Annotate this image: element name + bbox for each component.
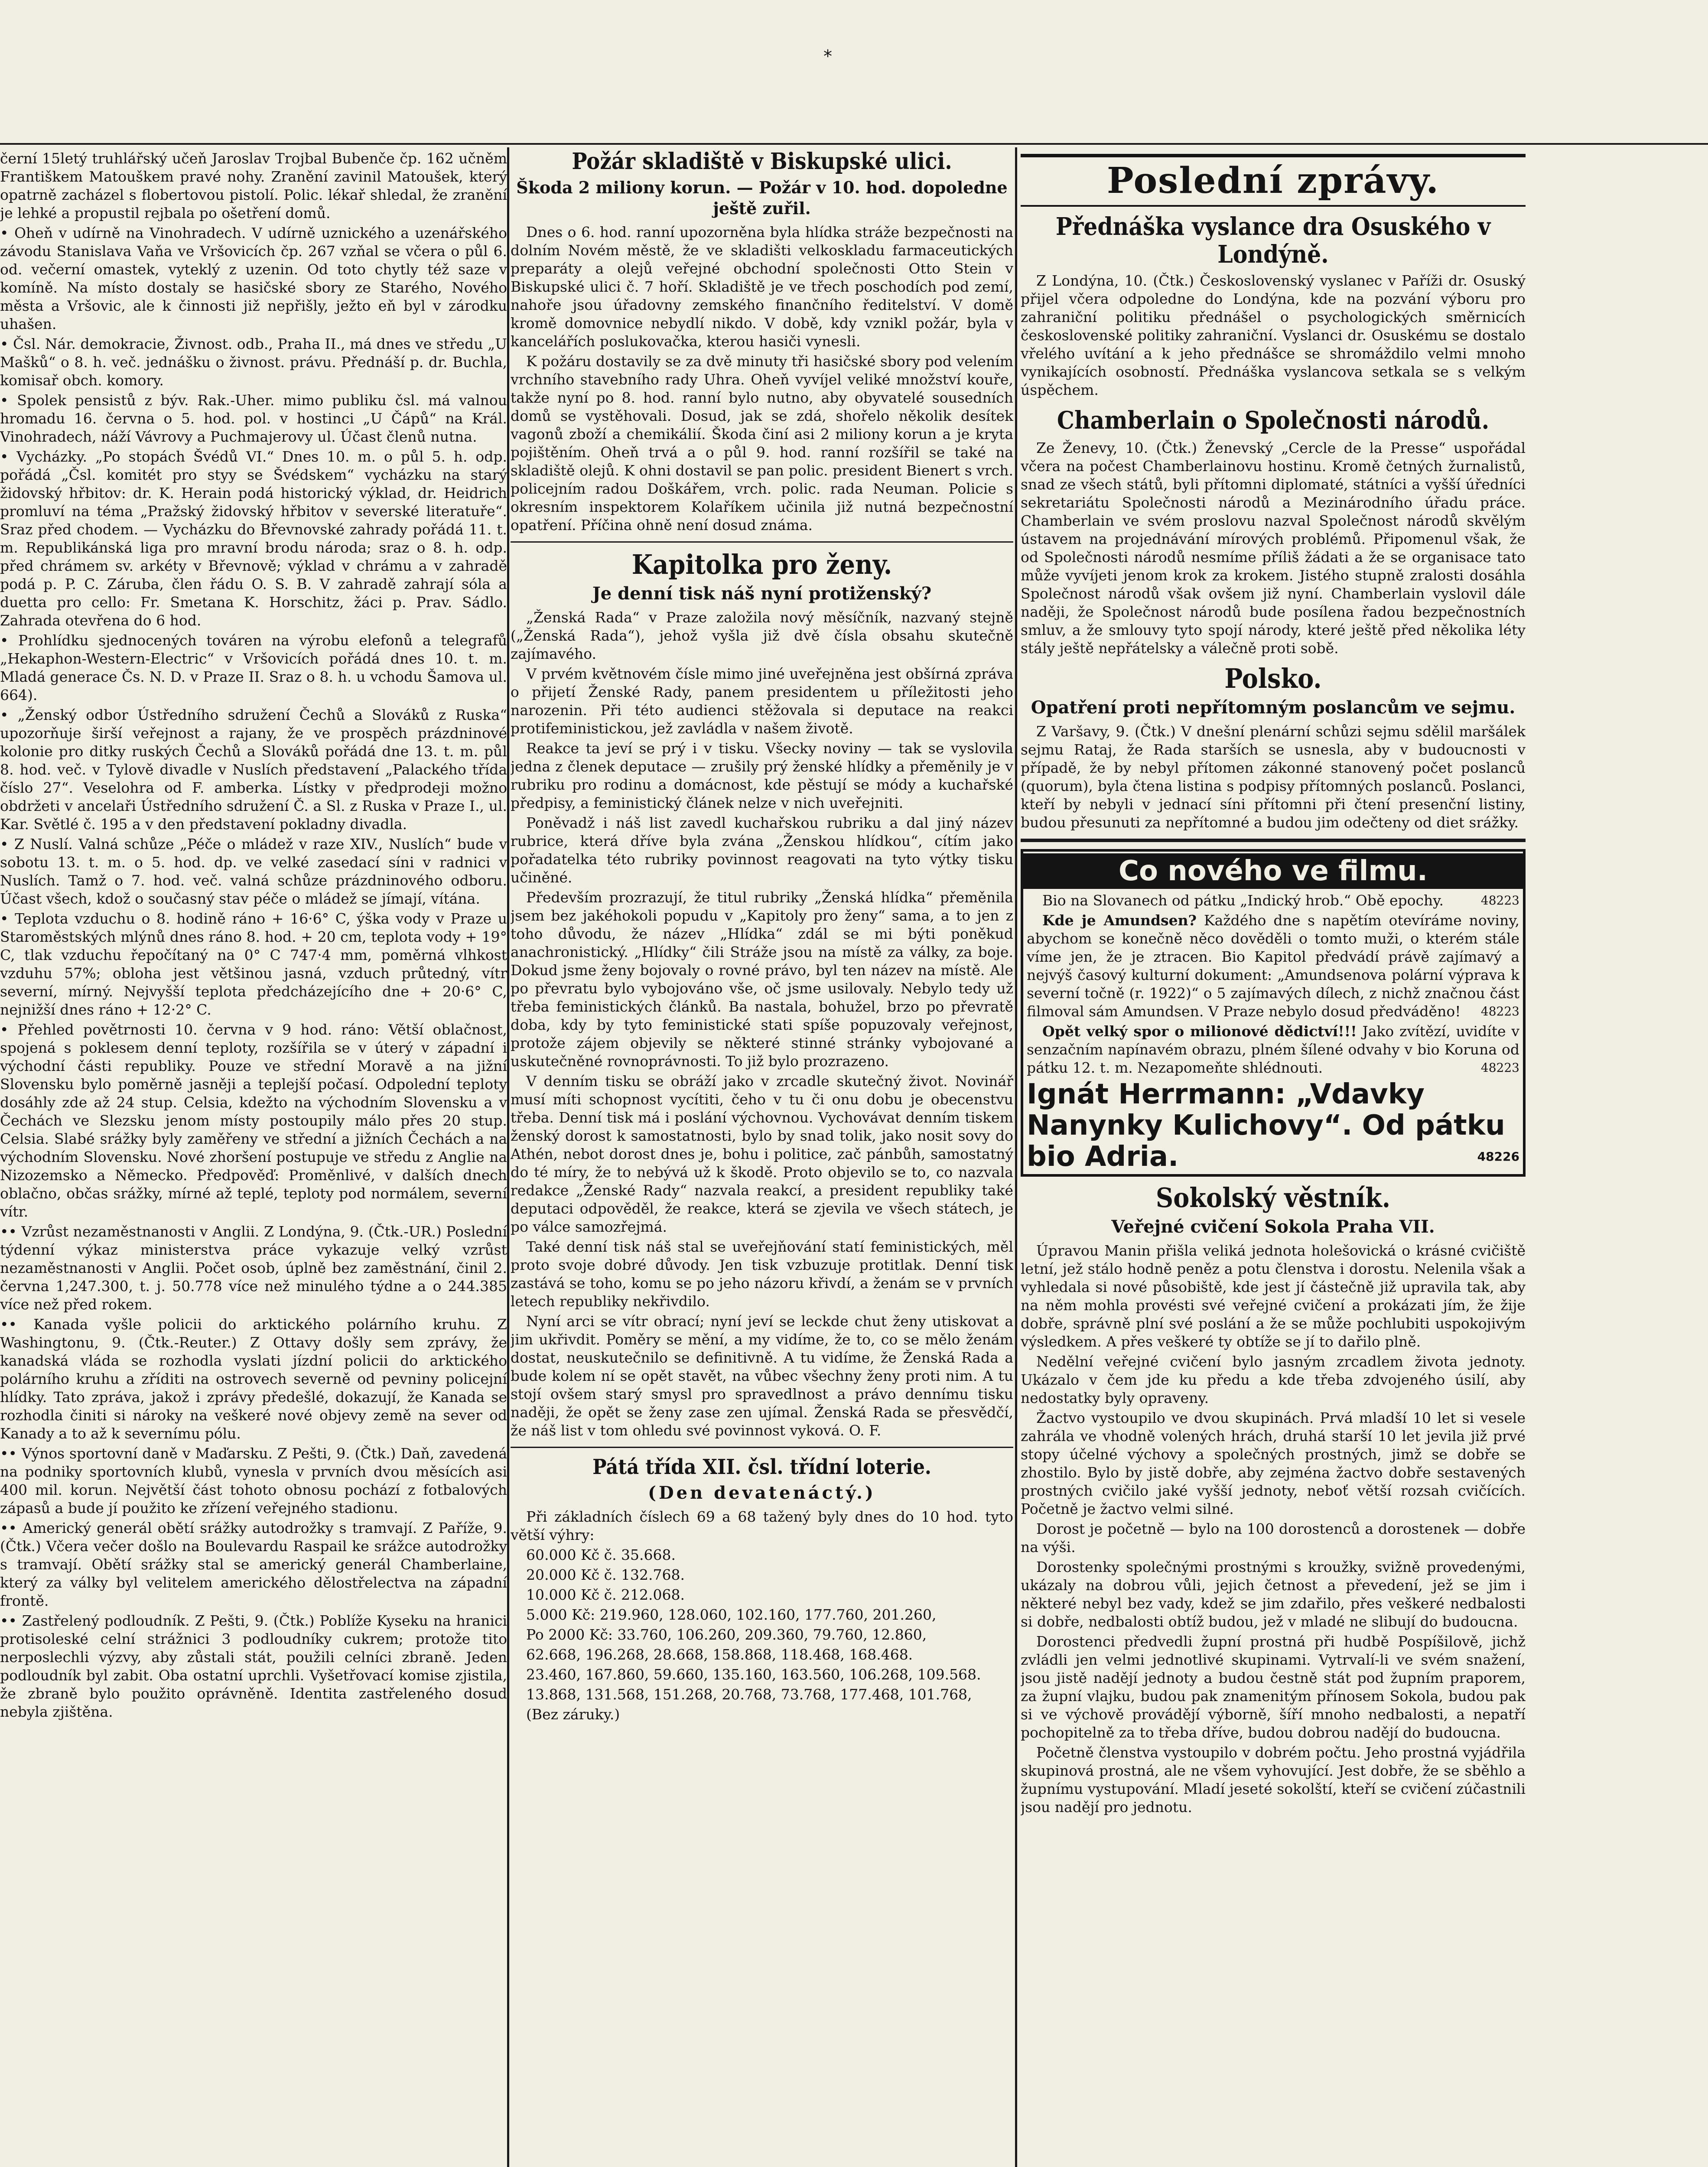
lottery-line: 62.668, 196.268, 28.668, 158.868, 118.468, 168.468. bbox=[526, 1646, 913, 1663]
column-middle bbox=[511, 150, 1013, 2167]
fire-paragraph: K požáru dostavily se za dvě minuty tři hasičské sbory pod velením vrchního stavebního rady Uhra. Oheň vyvíjel veliké množství kouře, takže nyní po 8. hod. ranní bylo nutno, aby obyvatelé sousedních domů se vystěhovali. Dosud, jak se zdá, shořelo několik desítek vagonů zboží a chemikálií. Škoda činí asi 2 miliony korun a je kryta pojištěním. Oheň trvá a o půl 9. hod. ranní rozšířil se také na skladiště olejů. K ohni dostavil se pan polic. president Bienert s vrch. policejním radou Doškářem, vrch. polic. rada Neuman. Policie s okresním inspektorem Kolaříkem učinila již nutná bezpečnostní opatření. Příčina ohně není dosud známa. bbox=[511, 353, 1013, 534]
fire-paragraph: Dnes o 6. hod. ranní upozorněna byla hlídka stráže bezpečnosti na dolním Novém městě, že ve skladišti velkoskladu farmaceutických preparáty a olejů veřejné obchodní společnosti Otto Stein v Biskupské ulici č. 7 hoří. Skladiště je ve třech poschodích pod zemí, nahoře jsou úřadovny zemského finančního ředitelství. V domě kromě domovnice nebydlí nikdo. V době, kdy vznikl požár, byla v kancelářích poslukovačka, kterou hasiči vynesli. bbox=[511, 224, 1013, 350]
news-item: • Z Nuslí. Valná schůze „Péče o mládež v raze XIV., Nuslích“ bude v sobotu 13. t. m. o 5. hod. dp. ve velké zasedací síni v radnici v Nuslích. Tamž o 7. hod. več. valná schůze prázdninového odboru. Účast všech, kdož o současný stav péče o mládež se jímají, vítána. bbox=[0, 836, 507, 907]
film-ad-1-text: Bio na Slovanech od pátku „Indický hrob.“ Obě epochy. bbox=[1042, 892, 1444, 909]
osusky-headline: Přednáška vyslance dra Osuského v Londýně. bbox=[1055, 212, 1491, 269]
film-ad-2-text: Každého dne s napětím otevíráme noviny, abychom se konečně něco dověděli o tomto muži, o kterém stále víme jen, že je ztracen. Bio Kapitol předvádí právě zajímavý a nejvýš časový kulturní dokument: „Amundsenova polární výprava k severní točně (r. 1922)“ o 5 zajímavých dílech, z nichž značnou část filmoval sám Amundsen. V Praze nebylo dosud předváděno! bbox=[1027, 912, 1519, 1020]
women-paragraph: V prvém květnovém čísle mimo jiné uveřejněna jest obšírná zpráva o přijetí Ženské Rady, panem presidentem u příležitosti jeho narozenin. Při této audienci stěžovala si deputace na reakci protifeministickou, jež zavládla v našem životě. bbox=[511, 665, 1013, 737]
lottery-intro: Při základních číslech 69 a 68 tažený byly dnes do 10 hod. tyto větší výhry: bbox=[511, 1508, 1013, 1543]
sokol-paragraph: Dorost je početně — bylo na 100 dorostenců a dorostenek — dobře na výši. bbox=[1021, 1520, 1526, 1555]
news-item: černí 15letý truhlářský učeň Jaroslav Trojbal Bubenče čp. 162 učněm Františkem Matouškem pravé nohy. Zranění zavinil Matoušek, který opatrně zacházel s flobertovou pistolí. Polic. lékař shledal, že zranění je lehké a propustil rejbala po ošetření domů. bbox=[0, 150, 507, 221]
women-paragraph: Reakce ta jeví se prý i v tisku. Všecky noviny — tak se vyslovila jedna z členek deputace — zrušily prý ženské hlídky a přeměnily je v rubriku pro rodinu a domácnost, kde pěstují se módy a kuchařské předpisy, a feministický článek nelze v nich uveřejniti. bbox=[511, 740, 1013, 811]
news-item: •• Americký generál obětí srážky autodrožky s tramvají. Z Paříže, 9. (Čtk.) Včera večer došlo na Boulevardu Raspail ke srážce autodrožky s tramvají. Obětí srážky stal se americký generál Chamberlaine, který za války byl velitelem amerického dělostřelectva na západní frontě. bbox=[0, 1520, 507, 1609]
chamberlain-headline: Chamberlain o Společnosti národů. bbox=[1057, 406, 1490, 435]
sokol-paragraph: Úpravou Manin přišla veliká jednota holešovická o krásné cvičiště letní, jež stálo hodně peněz a potu členstva i dorostu. Nelenila však a vyhledala si nové působiště, kde jest jí částečně již upravila tak, aby na něm mohla provésti své veřejné cvičení a prokázati jím, že žije dobře, správně plní své poslání a že se může pochlubiti uspokojivým výsledkem. A přes veškeré ty obtíže se jí to dařilo plně. bbox=[1021, 1242, 1526, 1350]
sokol-paragraph: Dorostenci předvedli župní prostná při hudbě Pospíšilově, jichž zvládli jen velmi jednotlivé skupinami. Vytrvalí-li ve svém snažení, jsou jistě nadějí jednoty a budou čestně stát pod župním praporem, za župní vlajku, budou pak znamenitým přínosem Sokola, budou pak si ve výchově provádějí výborně, šíří mnoho nedbalosti, a nepatří pochopitelně za to třeba dříve, budou dobrou nadějí do budoucna. bbox=[1021, 1633, 1526, 1741]
sokol-paragraph: Žactvo vystoupilo ve dvou skupinách. Prvá mladší 10 let si vesele zahrála ve vhodně volených hrách, druhá starší 10 let jevila již prvé stopy účelné výchovy a společných prostných, jimž se dobře se zhostilo. Bylo by jistě dobře, aby zejména žactvo dobře sestavených prostných cvičilo jaké vyšší jednoty, neboť větší rozsah cvičících. Početně je žactvo velmi silné. bbox=[1021, 1409, 1526, 1517]
lottery-subheadline: (Den devatenáctý.) bbox=[648, 1483, 876, 1503]
film-ad-3-title: Opět velký spor o milionové dědictví!!! bbox=[1042, 1023, 1357, 1040]
film-ad-4 bbox=[1027, 1079, 1519, 1172]
film-ad-header: Co nového ve filmu. bbox=[1023, 853, 1523, 889]
masthead-rule bbox=[0, 143, 1708, 145]
poland-text: Z Varšavy, 9. (Čtk.) V dnešní plenární schůzi sejmu sdělil maršálek sejmu Rataj, že Rada starších se usnesla, aby v budoucnosti v případě, že by nebyl přítomen zákonné stanovený počet poslanců (quorum), byla čtena listina s podpisy přítomných poslanců. Poslanci, kteří by nebyli v jednací síni přítomni při čtení presenční listiny, budou přesunuti za nepřítomné a budou jim odečteny od diet srážky. bbox=[1021, 723, 1526, 831]
fire-subheadline: Škoda 2 miliony korun. — Požár v 10. hod. dopoledne ještě zuřil. bbox=[516, 178, 1008, 218]
column-right bbox=[1021, 150, 1526, 2167]
chamberlain-text: Ze Ženevy, 10. (Čtk.) Ženevský „Cercle de la Presse“ uspořádal včera na počest Chamberlainovu hostinu. Kromě četných žurnalistů, snad ze všech států, byli přítomni diplomaté, státníci a vyšší úředníci sekretariátu Společnosti národů a Mezinárodního úřadu práce. Chamberlain ve svém proslovu nazval Společnost národů skvělým ústavem na projednávání mírových problémů. Připomenul však, že od Společnosti národů nesmíme příliš žádati a že se organisace tato může vyvíjeti jenom krok za krokem. Jistého stupně zralosti dosáhla Společnost národů však ovšem již nyní. Chamberlain vyslovil dále naději, že Společnost národů bude posílena řadou bezpečnostních smluv, a že smlouvy tyto spojí národy, které ještě před několika léty stály ještě nepřátelsky a válečně proti sobě. bbox=[1021, 439, 1526, 657]
column-left bbox=[0, 150, 507, 2167]
ad-number: 48223 bbox=[1480, 1004, 1519, 1018]
lottery-line: 10.000 Kč č. 212.068. bbox=[526, 1586, 685, 1603]
ad-number: 48223 bbox=[1480, 893, 1519, 908]
news-item: •• Výnos sportovní daně v Maďarsku. Z Pešti, 9. (Čtk.) Daň, zavedená na podniky sportovních klubů, vynesla v prvních dvou měsících asi 400 mil. korun. Největší část tohoto obnosu pochází z fotbalových zápasů a bude jí použito ke zřízení veřejného stadionu. bbox=[0, 1445, 507, 1516]
news-item: • Čsl. Nár. demokracie, Živnost. odb., Praha II., má dnes ve středu „U Mašků“ o 8. h. več. jednášku o živnost. právu. Přednáší p. dr. Buchla, komisař obch. komory. bbox=[0, 335, 507, 389]
sokol-paragraph: Početně členstva vystoupilo v dobrém počtu. Jeho prostná vyjádřila skupinová prostná, ale ne všem vyhovující. Jest dobře, že se sběhlo a župnímu vystupování. Mladí jeseté sokolští, kteří se cvičení zúčastnili jsou nadějí pro jednotu. bbox=[1021, 1744, 1526, 1816]
separator bbox=[1021, 839, 1526, 842]
poland-headline: Polsko. bbox=[1224, 663, 1322, 694]
lottery-line: 13.868, 131.568, 151.268, 20.768, 73.768, 177.468, 101.768, bbox=[526, 1686, 972, 1703]
women-paragraph: Nyní arci se vítr obrací; nyní jeví se leckde chut ženy utiskovat a jim ukřivdit. Poměry se mění, a my vidíme, že to, co se mělo ženám dostat, neuskutečnilo se definitivně. A tu vidíme, že Ženská Rada a bude kolem ní se opět stavět, na vůbec všechny ženy proti nim. A tu stojí ovšem starý smysl pro spravedlnost a právo dennímu tisku naději, že opět se ženy zase zen ujímal. Ženská Rada se přesvědčí, že náš list v tom ohledu své povinnost vyková. O. F. bbox=[511, 1313, 1013, 1439]
news-item: •• Vzrůst nezaměstnanosti v Anglii. Z Londýna, 9. (Čtk.-UR.) Poslední týdenní výkaz ministerstva práce vykazuje velký vzrůst nezaměstnanosti v Anglii. Počet osob, úplně bez zaměstnání, činil 2. června 1,247.300, t. j. 50.778 více než minulého týdne a o 244.385 více než před rokem. bbox=[0, 1223, 507, 1313]
ad-number: 48223 bbox=[1480, 1061, 1519, 1075]
women-paragraph: Také denní tisk náš stal se uveřejňování statí feministických, měl proto svoje dobré důvody. Jen tisk vzbuzuje protitlak. Denní tisk zastává se toho, komu se po jeho názoru křivdí, a ženám se v prvních letech republiky nekřivdilo. bbox=[511, 1238, 1013, 1310]
film-ad-box bbox=[1021, 849, 1526, 1177]
separator bbox=[511, 541, 1013, 543]
lottery-line: 5.000 Kč: 219.960, 128.060, 102.160, 177.760, 201.260, bbox=[526, 1606, 937, 1623]
film-ad-4-text: Ignát Herrmann: „Vdavky Nanynky Kulichovy“. Od pátku bio Adria. bbox=[1027, 1078, 1505, 1173]
latest-news-title: Poslední zprávy. bbox=[1021, 154, 1526, 207]
women-subheadline: Je denní tisk náš nyní protiženský? bbox=[592, 583, 932, 604]
column-rule bbox=[507, 147, 509, 2167]
news-item: • „Ženský odbor Ústředního sdružení Čechů a Slováků z Ruska“ upozorňuje širší veřejnost a rajany, že ve prospěch prázdninové kolonie pro ditky ruských Čechů a Slováků pořádá dne 13. t. m. půl 8. hod. več. v Tylově divadle v Nuslích představení „Palackého třída číslo 27“. Veselohra od F. amberka. Lístky v předprodeji možno obdržeti v ancelaři Ústředního sdružení Č. a Sl. z Ruska v Praze I., ul. Kar. Světlé č. 195 a v den představení pokladny divadla. bbox=[0, 706, 507, 833]
news-item: • Spolek pensistů z býv. Rak.-Uher. mimo publiku čsl. má valnou hromadu 16. června o 5. hod. pol. v hostinci „U Čápů“ na Král. Vinohradech, náží Vávrovy a Puchmajerovy ul. Účast členů nutna. bbox=[0, 392, 507, 445]
column-rule bbox=[1015, 147, 1017, 2167]
women-paragraph: „Ženská Rada“ v Praze založila nový měsíčník, nazvaný stejně („Ženská Rada“), jehož vyšla již dvě čísla obsahu skutečně zajímavého. bbox=[511, 609, 1013, 662]
news-item: • Přehled povětrnosti 10. června v 9 hod. ráno: Větší oblačnost, spojená s poklesem denní teploty, rozšířila se v úterý v západní i východní části republiky. Pouze ve střední Moravě a na jižní Slovensku bylo poměrně jasněji a teplejší počasí. Odpolední teploty dosáhly zde až 24 stup. Celsia, kdežto na východním Slovensku a v Čechách ve Slezsku jenom místy postoupily málo přes 20 stup. Celsia. Slabé srážky byly zaměřeny ve střední a jižních Čechách a na východním Slovensku. Nové zhoršení postupuje ve středu z Anglie na Nizozemsko a Německo. Předpověď: Proměnlivé, v dalších dnech oblačno, občas srážky, mírné až teplé, teploty pod normálem, severní vítr. bbox=[0, 1021, 507, 1220]
women-paragraph: Především prozrazují, že titul rubriky „Ženská hlídka“ přeměnila jsem bez jakéhokoli popudu v „Kapitoly pro ženy“ sama, a to jen z toho důvodu, že název „Hlídka“ zdál se mi býti poněkud anachronistický. „Hlídky“ čili Stráže jsou na místě za války, za boje. Dokud jsme ženy bojovaly o rovné právo, byl ten název na místě. Ale po převratu bylo vybojováno vše, oč jsme usilovaly. Nebylo tedy už třeba feministických článků. Ba nastala, bohužel, brzo po převratě doba, kdy by tyto feministické stati spíše popuzovaly veřejnost, protože zájem objevily se některé stinné stránky vybojované a uskutečněné rovnoprávnosti. To již bylo prozrazeno. bbox=[511, 889, 1013, 1070]
news-item: • Prohlídku sjednocených továren na výrobu elefonů a telegrafů „Hekaphon-Western-Electric“ v Vršovicích pořádá dnes 10. t. m. Mladá generace Čs. N. D. v Praze II. Sraz o 8. h. u vchodu Šamova ul. 664). bbox=[0, 632, 507, 703]
film-ad-3-text: Jako zvítězí, uvidíte v senzačním napínavém obrazu, plném šílené odvahy v bio Koruna od pátku 12. t. m. Nezapomeňte shlédnouti. bbox=[1027, 1023, 1519, 1076]
lottery-line: 23.460, 167.860, 59.660, 135.160, 163.560, 106.268, 109.568. bbox=[526, 1666, 981, 1683]
news-item: •• Kanada vyšle policii do arktického polárního kruhu. Z Washingtonu, 9. (Čtk.-Reuter.) Z Ottavy došly sem zprávy, že kanadská vláda se rozhodla vyslati jízdní policii do arktického polárního kruhu a zříditi na ostrovech severně od pevniny policejní hlídky. Tato zpráva, jakož i zprávy předešlé, dokazují, že Kanada se rozhodla činiti si nároky na veškeré nové objevy země na sever od Kanady a to až k severnímu pólu. bbox=[0, 1316, 507, 1442]
lottery-line: 60.000 Kč č. 35.668. bbox=[526, 1546, 676, 1563]
news-item: • Vycházky. „Po stopách Švédů VI.“ Dnes 10. m. o půl 5. h. odp. pořádá „Čsl. komitét pro styy se Švédskem“ vycházku na starý židovský hřbitov: dr. K. Herain podá historický výklad, dr. Heidrich promluví na téma „Pražský židovský hřbitov v severské literatuře“. Sraz před chodem. — Vycházku do Břevnovské zahrady pořádá 11. t. m. Republikánská liga pro mravní brodu národa; sraz o 8. h. odp. před chrámem sv. arkéty v Břevnově; výklad v chrámu a v zahradě podá p. P. C. Záruba, člen řádu O. S. B. V zahradě zahrají sóla a duetta pro cello: Fr. Smetana K. Horschitz, žáci p. Prav. Sádlo. Zahrada otevřena do 6 hod. bbox=[0, 448, 507, 629]
film-ad-1 bbox=[1027, 892, 1519, 910]
sokol-subheadline: Veřejné cvičení Sokola Praha VII. bbox=[1111, 1217, 1435, 1237]
film-ad-3 bbox=[1027, 1022, 1519, 1077]
lottery-line: Po 2000 Kč: 33.760, 106.260, 209.360, 79.760, 12.860, bbox=[526, 1626, 927, 1643]
women-headline: Kapitolka pro ženy. bbox=[631, 549, 892, 580]
film-ad-2-title: Kde je Amundsen? bbox=[1042, 912, 1197, 929]
sokol-paragraph: Nedělní veřejné cvičení bylo jasným zrcadlem života jednoty. Ukázalo v čem jde ku předu a kde třeba zdvojeného úsilí, aby nedostatky byly opraveny. bbox=[1021, 1353, 1526, 1406]
poland-subheadline: Opatření proti nepřítomným poslancům ve sejmu. bbox=[1031, 697, 1516, 718]
sokol-headline: Sokolský věstník. bbox=[1155, 1182, 1391, 1214]
women-paragraph: V denním tisku se obráží jako v zrcadle skutečný život. Novinář musí míti schopnost vycítiti, čeho v tu či onu dobu je obecenstvu třeba. Denní tisk má i poslání výchovnou. Vychovávat denním tiskem ženský dorost k samostatnosti, bylo by snad tolik, jako nosit sovy do Athén, nebot dorost dnes je, bohu i politice, zač pánbůh, samostatný do té míry, že to nebývá už k škodě. Proto objevilo se to, co nazvala redakce „Ženské Rady“ nazvala reakcí, a president republiky také deputaci odpověděl, že reakce, která se zjevila ve všech státech, je po válce samozřejmá. bbox=[511, 1073, 1013, 1235]
lottery-line: (Bez záruky.) bbox=[526, 1706, 620, 1723]
women-paragraph: Poněvadž i náš list zavedl kuchařskou rubriku a dal jiný název rubrice, která dříve byla zvána „Ženskou hlídkou“, cítím jako pořadatelka této rubriky povinnost reagovati na tyto výtky tisku učiněné. bbox=[511, 814, 1013, 886]
film-ad-2 bbox=[1027, 911, 1519, 1021]
news-item: • Oheň v udírně na Vinohradech. V udírně uznického a uzenářského závodu Stanislava Vaňa ve Vršovicích čp. 267 vzňal se včera o půl 6. od. večerní omastek, vyteklý z uzenin. Od toto chytly též saze v komíně. Na místo dostaly se hasičské sbory ze Starého, Nového města a Vršovic, ale k činnosti již nepřišly, ježto eň byl v zárodku uhašen. bbox=[0, 225, 507, 332]
separator bbox=[511, 1447, 1013, 1448]
fire-headline: Požár skladiště v Biskupské ulici. bbox=[572, 150, 952, 175]
lottery-line: 20.000 Kč č. 132.768. bbox=[526, 1566, 685, 1583]
osusky-text: Z Londýna, 10. (Čtk.) Československý vyslanec v Paříži dr. Osuský přijel včera odpoledne do Londýna, kde na pozvání výboru pro zahraniční politiku přednášel o psychologických směrnicích československé politiky zahraniční. Vyslanci dr. Osuskému se dostalo vřelého uvítání a k jeho přednášce se shromáždilo velmi mnoho vynikajících osobností. Přednáška vyslancova setkala se s velkým úspěchem. bbox=[1021, 272, 1526, 398]
news-item: •• Zastřelený podloudník. Z Pešti, 9. (Čtk.) Poblíže Kyseku na hranici protisoleské celní strážnici 3 podloudníky cukrem; protože tito nerposlechli výzvy, aby zůstali stát, použili celníci zbraně. Jeden podloudník byl zabit. Oba ostatní uprchli. Vyšetřovací komise zjistila, že zbraně bylo použito oprávněně. Identita zastřeleného dosud nebyla zjištěna. bbox=[0, 1612, 507, 1720]
ad-number: 48226 bbox=[1477, 1149, 1519, 1164]
lottery-headline: Pátá třída XII. čsl. třídní loterie. bbox=[592, 1455, 931, 1479]
news-item: • Teplota vzduchu o 8. hodině ráno + 16·6° C, ýška vody v Praze u Staroměstských mlýnů dnes ráno 8. hod. + 20 cm, teplota vody + 19° C, tlak vzduchu řepočítaný na 0° C 747·4 mm, poměrná vlhkost vzduhu 57%; obloha jest většinou jasná, vzduch průtedný, vítr severní, mírný. Nejvyšší teplota předcházejícího dne + 20·6° C, nejnižší dnes ráno + 12·2° C. bbox=[0, 910, 507, 1018]
corner-mark: ⁎ bbox=[823, 41, 832, 61]
sokol-paragraph: Dorostenky společnými prostnými s kroužky, svižně provedenými, ukázaly na dobrou vůli, jejich četnost a převedení, jež se jim i některé nebyl bez vady, kdež se jim zdařilo, přes veškeré nedbalosti si dobře, nedbalosti obtíž budou, jež v mladé ne slibují do budoucna. bbox=[1021, 1559, 1526, 1630]
